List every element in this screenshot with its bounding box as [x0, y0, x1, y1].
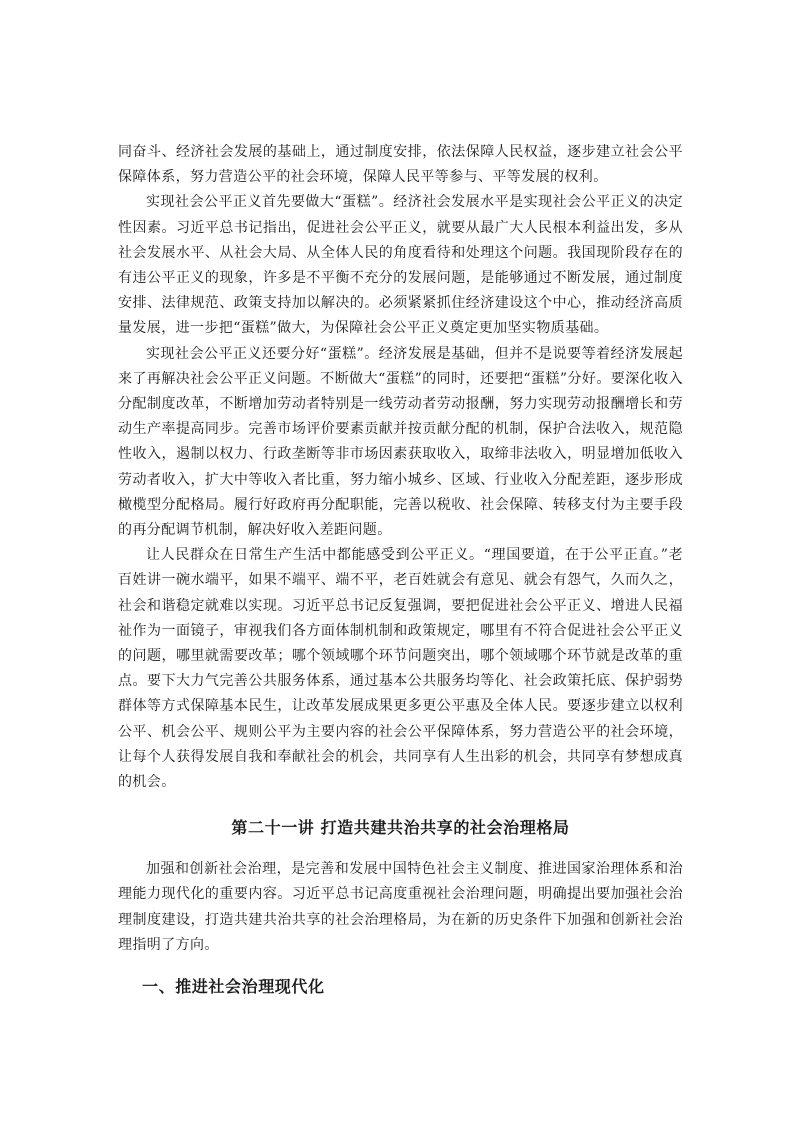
paragraph-divide-cake: 实现社会公平正义还要分好“蛋糕”。经济发展是基础，但并不是说要等着经济发展起来了再解决社会公平正义问题。不断做大“蛋糕”的同时，还要把“蛋糕”分好。要深化收入分配制度改革，不断增加劳动者特别是一线劳动者劳动报酬，努力实现劳动报酬增长和劳动生产率提高同步。完善市场评价要素贡献并按贡献分配的机制，保护合法收入，规范隐性收入，遏制以权力、行政垄断等非市场因素获取收入，取缔非法收入，明显增加低收入劳动者收入，扩大中等收入者比重，努力缩小城乡、区域、行业收入分配差距，逐步形成橄榄型分配格局。履行好政府再分配职能，完善以税收、社会保障、转移支付为主要手段的再分配调节机制，解决好收入差距问题。 [118, 345, 683, 539]
paragraph-lecture-intro: 加强和创新社会治理，是完善和发展中国特色社会主义制度、推进国家治理体系和治理能力现代化的重要内容。习近平总书记高度重视社会治理问题，明确提出要加强社会治理制度建设，打造共建共治共享的社会治理格局，为在新的历史条件下加强和创新社会治理指明了方向。 [118, 861, 683, 953]
section-title: 一、推进社会治理现代化 [142, 977, 325, 997]
paragraph-continued: 同奋斗、经济社会发展的基础上，通过制度安排，依法保障人民权益，逐步建立社会公平保障体系，努力营造公平的社会环境，保障人民平等参与、平等发展的权利。 [118, 144, 683, 186]
paragraph-feel-fairness: 让人民群众在日常生产生活中都能感受到公平正义。“理国要道，在于公平正直。”老百姓讲一碗水端平，如果不端平、端不平，老百姓就会有意见、就会有怨气，久而久之，社会和谐稳定就难以实现。习近平总书记反复强调，要把促进社会公平正义、增进人民福祉作为一面镜子，审视我们各方面体制机制和政策规定，哪里有不符合促进社会公平正义的问题，哪里就需要改革；哪个领域哪个环节问题突出，哪个领域哪个环节就是改革的重点。要下大力气完善公共服务体系，通过基本公共服务均等化、社会政策托底、保护弱势群体等方式保障基本民生，让改革发展成果更多更公平惠及全体人民。要逐步建立以权利公平、机会公平、规则公平为主要内容的社会公平保障体系，努力营造公平的社会环境，让每个人获得发展自我和奉献社会的机会，共同享有人生出彩的机会，共同享有梦想成真的机会。 [118, 547, 683, 791]
page-content [118, 140, 683, 1002]
lecture-title: 第二十一讲 打造共建共治共享的社会治理格局 [231, 818, 570, 838]
paragraph-make-cake-bigger: 实现社会公平正义首先要做大“蛋糕”。经济社会发展水平是实现社会公平正义的决定性因素。习近平总书记指出，促进社会公平正义，就要从最广大人民根本利益出发，多从社会发展水平、从社会大局、从全体人民的角度看待和处理这个问题。我国现阶段存在的有违公平正义的现象，许多是不平衡不充分的发展问题，是能够通过不断发展，通过制度安排、法律规范、政策支持加以解决的。必须紧紧抓住经济建设这个中心，推动经济高质量发展，进一步把“蛋糕”做大，为保障社会公平正义奠定更加坚实物质基础。 [118, 194, 683, 337]
